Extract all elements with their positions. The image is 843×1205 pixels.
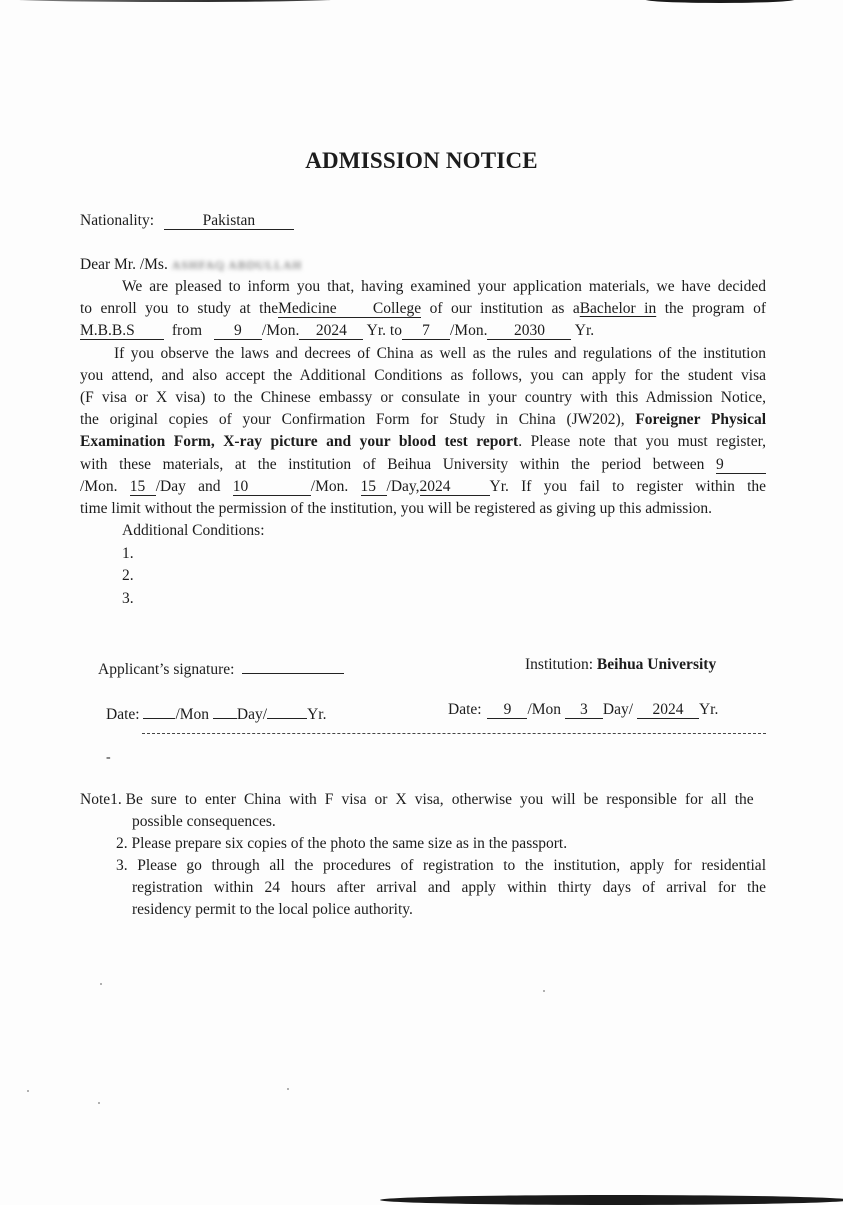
scan-edge-shadow xyxy=(10,0,340,2)
yr-label: Yr. xyxy=(698,701,719,718)
nationality-value: Pakistan xyxy=(164,212,294,230)
para2-line3: (F visa or X visa) to the Chinese embassy or consulate in your country with this Admission Notice, xyxy=(80,389,766,406)
note-3-line1: 3. Please go through all the procedures of registration to the institution, apply for residential xyxy=(116,857,766,874)
stray-dash: - xyxy=(106,750,111,765)
mon-label: /Mon xyxy=(175,706,210,723)
applicant-date-row xyxy=(106,701,326,724)
mon-label: /Mon. xyxy=(261,322,300,339)
para1-line2 xyxy=(80,298,766,320)
start-year-value: 2024 xyxy=(299,322,363,340)
scan-edge-shadow xyxy=(380,1195,843,1205)
para2-bold-text: Foreigner Physical xyxy=(635,411,767,428)
institution-label: Institution: xyxy=(525,656,594,673)
applicant-signature-label: Applicant’s signature: xyxy=(98,661,235,678)
end-month-value: 7 xyxy=(402,322,450,340)
para2-line6 xyxy=(80,454,766,476)
reg-start-month-value: 9 xyxy=(716,456,766,474)
applicant-signature-field[interactable] xyxy=(242,656,344,674)
date-label: Date: xyxy=(106,706,140,723)
reg-end-day-value: 15 xyxy=(361,478,387,496)
applicant-name-redacted: ASHFAQ ABDULLAH xyxy=(171,258,303,272)
scan-speck xyxy=(543,990,545,992)
end-year-value: 2030 xyxy=(487,322,571,340)
reg-end-month-value: 10 xyxy=(233,478,311,496)
note-prefix: Note1. xyxy=(80,791,122,808)
para2-text: with these materials, at the institution of Beihua University within the period between xyxy=(80,456,705,473)
institution-month-value: 9 xyxy=(487,701,527,719)
dashed-divider xyxy=(142,733,766,734)
note-2: 2. Please prepare six copies of the photo the same size as in the passport. xyxy=(116,835,568,852)
scan-speck xyxy=(100,983,102,985)
salutation-row xyxy=(80,254,766,276)
start-month-value: 9 xyxy=(214,322,262,340)
day-label: /Day, xyxy=(386,478,420,495)
para1-line3 xyxy=(80,320,766,342)
note-1-line2: possible consequences. xyxy=(132,813,276,830)
mon-label: /Mon xyxy=(527,701,562,718)
para2-line1: If you observe the laws and decrees of China as well as the rules and regulations of the institution xyxy=(114,345,766,362)
yr-label: Yr. xyxy=(307,706,327,723)
mon-label: /Mon. xyxy=(80,478,118,495)
mon-label: /Mon. xyxy=(449,322,488,339)
scan-speck xyxy=(27,1090,29,1092)
date-label: Date: xyxy=(448,701,482,718)
para2-line4 xyxy=(80,409,766,431)
scan-edge-shadow xyxy=(645,0,795,3)
nationality-label: Nationality: xyxy=(80,212,155,229)
institution-day-value: 3 xyxy=(565,701,603,719)
salutation: Dear Mr. /Ms. xyxy=(80,256,168,273)
para1-line1: We are pleased to inform you that, having examined your application materials, we have decided xyxy=(122,278,766,295)
para2-text: the original copies of your Confirmation Form for Study in China (JW202), xyxy=(80,411,625,428)
reg-start-day-value: 15 xyxy=(130,478,156,496)
para1-text: the program of xyxy=(664,300,766,317)
day-label: Day/ xyxy=(236,706,268,723)
institution-date-row xyxy=(448,701,718,719)
additional-conditions-label: Additional Conditions: xyxy=(122,522,265,539)
applicant-month-field[interactable] xyxy=(143,701,175,719)
para2-line5 xyxy=(80,431,766,453)
para2-text: Yr. If you fail to register within the xyxy=(489,478,767,495)
institution-year-value: 2024 xyxy=(637,701,699,719)
page-title: ADMISSION NOTICE xyxy=(305,148,538,173)
reg-year-value: 2024 xyxy=(420,478,490,496)
institution-row xyxy=(525,656,716,674)
college-value: Medicine College xyxy=(278,300,422,317)
nationality-row xyxy=(80,210,766,232)
scan-speck xyxy=(287,1088,289,1090)
para2-bold-text: Examination Form, X-ray picture and your blood test report xyxy=(80,433,519,450)
condition-item: 2. xyxy=(122,567,134,584)
para1-text: of our institution as a xyxy=(429,300,580,317)
day-label: Day/ xyxy=(602,701,634,718)
yr-to-label: Yr. to xyxy=(366,322,402,339)
applicant-signature-row xyxy=(98,656,344,679)
para2-text: . Please note that you must register, xyxy=(518,433,766,450)
condition-item: 3. xyxy=(122,590,134,607)
para2-line8: time limit without the permission of the institution, you will be registered as giving up this admission. xyxy=(80,500,713,517)
note-3-line3: residency permit to the local police authority. xyxy=(132,901,413,918)
yr-label: Yr. xyxy=(574,322,595,339)
para2-line2: you attend, and also accept the Additional Conditions as follows, you can apply for the student visa xyxy=(80,367,766,384)
institution-name: Beihua University xyxy=(596,656,717,673)
applicant-day-field[interactable] xyxy=(213,701,237,719)
note-3-line2: registration within 24 hours after arrival and apply within thirty days of arrival for the xyxy=(132,879,766,896)
note-1-line1 xyxy=(80,789,766,811)
mon-label: /Mon. xyxy=(310,478,349,495)
condition-item: 1. xyxy=(122,545,134,562)
note-text: Be sure to enter China with F visa or X visa, otherwise you will be responsible for all the xyxy=(125,791,754,808)
para1-text: to enroll you to study at the xyxy=(80,300,279,317)
from-label: from xyxy=(171,322,203,339)
program-value: M.B.B.S xyxy=(80,322,164,340)
degree-value: Bachelor in xyxy=(579,300,657,317)
scan-speck xyxy=(98,1102,100,1104)
applicant-year-field[interactable] xyxy=(267,701,307,719)
day-and-label: /Day and xyxy=(155,478,221,495)
para2-line7 xyxy=(80,476,766,498)
